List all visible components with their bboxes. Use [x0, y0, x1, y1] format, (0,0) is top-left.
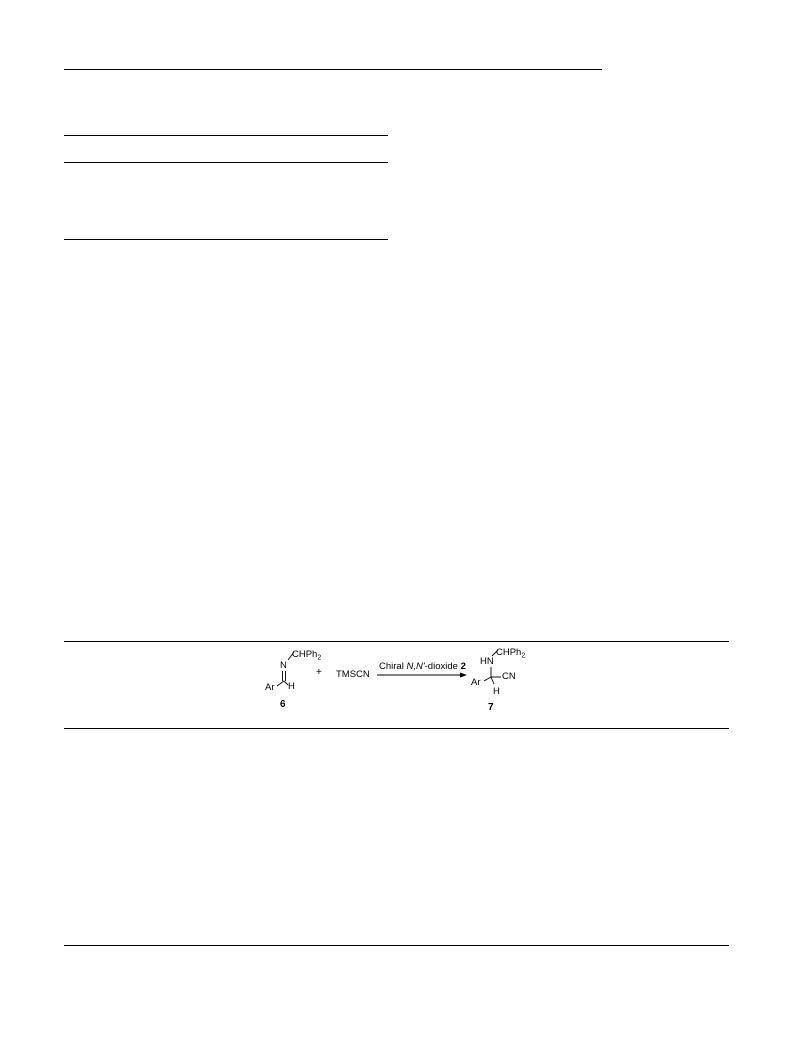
reactant-hydrogen: H [288, 681, 295, 692]
c-h-bond-product [491, 677, 494, 684]
reactant-substituent: CHPh$_2$ [292, 649, 322, 662]
reagent-tmscn: TMSCN [336, 669, 370, 680]
reactant-imine [265, 649, 321, 710]
reactant-aryl: Ar [265, 682, 275, 693]
c-ar-bond-product [484, 677, 491, 681]
product-aryl: Ar [471, 677, 481, 688]
c-ar-bond [277, 681, 284, 686]
plus-sign: + [316, 667, 322, 678]
reactant-label: 6 [280, 699, 286, 710]
product-label: 7 [488, 702, 494, 713]
reactant-imine-n: N [280, 660, 287, 671]
reaction-arrowhead [460, 673, 467, 678]
product-hydrogen: H [493, 686, 500, 697]
product-aminonitrile [471, 647, 525, 713]
product-substituent: CHPh$_2$ [496, 647, 526, 660]
product-amine: HN [480, 656, 494, 667]
product-nitrile: CN [502, 671, 516, 682]
arrow-label: Chiral N,N'-dioxide 2 [379, 661, 466, 672]
